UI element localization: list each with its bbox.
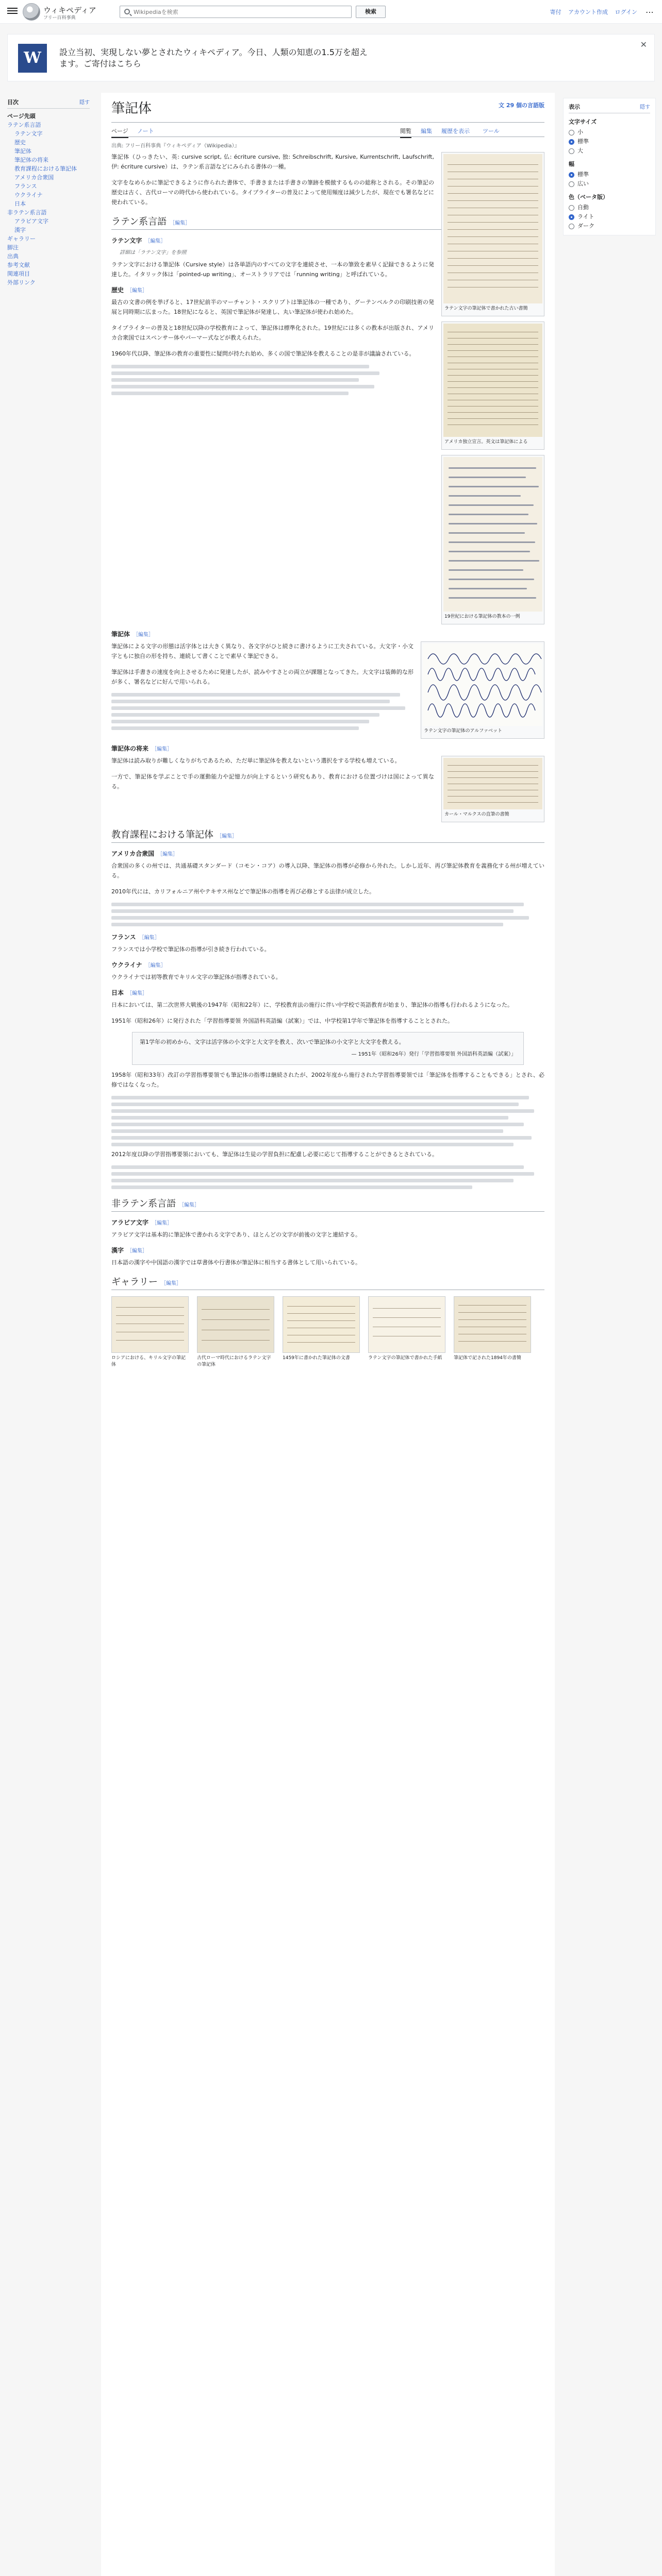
figure[interactable]: [441, 455, 544, 624]
width-option-label: 標準: [577, 171, 589, 178]
gallery-image: [111, 1296, 189, 1353]
color-option[interactable]: [569, 222, 650, 231]
paragraph: 2012年度以降の学習指導要領においても、筆記体は生徒の学習負担に配慮し必要に応じて指導することができるとされている。: [111, 1151, 438, 1158]
width-label: 幅: [569, 161, 574, 167]
text-size-options: [569, 128, 650, 156]
text-size-option[interactable]: [569, 146, 650, 156]
main-menu-icon[interactable]: [7, 6, 18, 15]
toc-item[interactable]: 歴史: [14, 139, 26, 146]
radio-button[interactable]: [569, 205, 574, 211]
alphabet-image: [423, 643, 542, 726]
wikipedia-logo[interactable]: [23, 3, 40, 21]
banner-logo: W: [18, 44, 47, 73]
cursive-alphabet-graphic: [423, 643, 542, 726]
header-bar: [0, 0, 662, 24]
width-option[interactable]: [569, 179, 650, 189]
tagline: フリー百科事典: [43, 15, 76, 21]
banner-text[interactable]: 設立当初、実現しない夢とされたウィキペディア。今日、人類の知恵の1.5万を超えます。ご寄付はこちら: [59, 47, 368, 69]
paragraph: フランスでは小学校で筆記体の指導が引き続き行われている。: [111, 946, 270, 953]
toc-item[interactable]: 漢字: [14, 227, 26, 233]
appearance-title: 表示: [569, 104, 580, 110]
page-tabs: [111, 123, 544, 137]
edit-link[interactable]: ［編集］: [133, 632, 154, 638]
radio-button[interactable]: [569, 139, 574, 145]
tab-edit[interactable]: 編集: [421, 128, 432, 134]
close-icon[interactable]: ✕: [640, 40, 647, 49]
more-options-icon[interactable]: ⋯: [646, 7, 654, 17]
edit-link[interactable]: ［編集］: [161, 1281, 181, 1286]
declaration-image: [443, 324, 542, 437]
toc-item[interactable]: 外部リンク: [7, 279, 36, 286]
toc-item[interactable]: ページ先頭: [7, 113, 36, 120]
gallery-caption: 1459年に書かれた筆記体の文書: [283, 1355, 350, 1361]
gallery-image: [454, 1296, 531, 1353]
toc-header: [7, 98, 90, 109]
search-icon: [124, 9, 130, 14]
wordmark[interactable]: ウィキペディア: [43, 6, 96, 15]
radio-button[interactable]: [569, 181, 574, 187]
tab-tools[interactable]: ツール: [483, 128, 500, 134]
paragraph: 一方で、筆記体を学ぶことで手の運動能力や記憶力が向上するという研究もあり、教育における位置づけは国によって異なる。: [111, 773, 434, 790]
text-size-option-label: 小: [577, 129, 583, 135]
width-option-label: 広い: [577, 180, 589, 187]
article: [101, 93, 555, 2576]
gallery-image: [368, 1296, 445, 1353]
gallery-item[interactable]: [111, 1296, 189, 1368]
paragraph: 合衆国の多くの州では、共通基礎スタンダード（コモン・コア）の導入以降、筆記体の指導が必修から外れた。しかし近年、再び筆記体教育を義務化する州が増えている。: [111, 862, 544, 879]
text-size-option[interactable]: [569, 128, 650, 137]
gallery-image: [283, 1296, 360, 1353]
copybook-image: [443, 457, 542, 612]
toc-item[interactable]: 脚注: [7, 244, 19, 251]
toc-item[interactable]: ラテン文字: [14, 130, 43, 137]
figure[interactable]: [441, 152, 544, 316]
tab-read[interactable]: 閲覧: [400, 127, 411, 138]
gallery: [111, 1296, 544, 1368]
paragraph: 日本語の漢字や中国語の漢字では草書体や行書体が筆記体に相当する書体として用いられている。: [111, 1259, 361, 1266]
radio-button[interactable]: [569, 224, 574, 229]
color-option-label: ダーク: [577, 223, 594, 229]
edit-link[interactable]: ［編集］: [127, 1248, 148, 1254]
section-heading: 非ラテン系言語 ［編集］: [111, 1196, 544, 1212]
toc-item[interactable]: 関連項目: [7, 270, 30, 277]
toc-title: 目次: [7, 99, 19, 106]
radio-button[interactable]: [569, 214, 574, 220]
gallery-caption: ラテン文字の筆記体で書かれた手紙: [368, 1355, 442, 1361]
appearance-panel: [563, 98, 656, 243]
language-button[interactable]: 文 29 個の言語版: [499, 102, 544, 109]
toc-item[interactable]: 参考文献: [7, 262, 30, 268]
edit-link[interactable]: ［編集］: [145, 239, 166, 244]
paragraph: 筆記体は読み取りが難しくなりがちであるため、ただ単に筆記体を教えないという選択をする学校も増えている。: [111, 757, 401, 764]
toc-item[interactable]: フランス: [14, 183, 37, 190]
subsection-heading: アメリカ合衆国 ［編集］: [111, 850, 178, 857]
edit-link[interactable]: ［編集］: [127, 991, 148, 996]
search-box[interactable]: [120, 6, 352, 18]
appearance-header: [569, 103, 650, 113]
paragraph: ラテン文字における筆記体（Cursive style）は各単語内のすべての文字を連続させ、一本の筆致を素早く記録できるように発達した。イタリック体は「pointed-up writing」、オーストラリアでは「running writing」と呼ばれている。: [111, 261, 434, 278]
appearance-box: [563, 98, 656, 235]
figure-caption: ラテン文字の筆記体で書かれた古い書簡: [444, 306, 528, 311]
login-link[interactable]: ログイン: [615, 9, 637, 15]
paragraph: 2010年代には、カリフォルニア州やテキサス州などで筆記体の指導を再び必修とする法律が成立した。: [111, 888, 375, 895]
figure[interactable]: [441, 321, 544, 450]
toc-item[interactable]: ラテン系言語: [7, 122, 41, 128]
edit-link[interactable]: ［編集］: [152, 1221, 173, 1226]
paragraph: 筆記体による文字の形態は活字体とは大きく異なり、各文字がひと続きに書けるように工夫されている。大文字・小文字ともに独自の形を持ち、連続して書くことで素早く筆記できる。: [111, 643, 413, 659]
toc-item[interactable]: 筆記体の将来: [14, 157, 48, 163]
intro-paragraph: 文字をなめらかに筆記できるように作られた書体で、手書きまたは手書きの筆跡を模倣するものの総称とされる。その筆記の歴史は古く、古代ローマの時代から使われている。タイプライターの普及によって使用頻度は減少したが、現在でも署名などに使われている。: [111, 179, 434, 206]
toc-item[interactable]: ギャラリー: [7, 235, 36, 242]
color-option[interactable]: [569, 212, 650, 222]
language-count: 29 個の言語版: [506, 102, 544, 109]
width-options: [569, 170, 650, 189]
toc-item[interactable]: ウクライナ: [14, 192, 43, 198]
tab-page[interactable]: ページ: [111, 127, 128, 138]
toc-hide-button[interactable]: 隠す: [79, 100, 90, 106]
text-size-option-label: 標準: [577, 138, 589, 145]
search-input[interactable]: [134, 8, 319, 16]
create-account-link[interactable]: アカウント作成: [568, 9, 608, 15]
paragraph: ウクライナでは初等教育でキリル文字の筆記体が指導されている。: [111, 974, 282, 980]
edit-link[interactable]: ［編集］: [152, 747, 173, 752]
quote-text: 第1学年の初めから、文字は活字体の小文字と大文字を教え、次いで筆記体の小文字と大文字を教える。: [140, 1039, 405, 1045]
edit-link[interactable]: ［編集］: [217, 834, 237, 839]
user-links: [545, 8, 637, 16]
hatnote: 詳細は「ラテン文字」を参照: [120, 250, 187, 256]
gallery-caption: 筆記体で記された1894年の書簡: [454, 1355, 521, 1361]
toc-item[interactable]: 出典: [7, 253, 19, 260]
intro-paragraph: 筆記体（ひっきたい、英: cursive script, 仏: écriture cursive, 独: Schreibschrift, Kursive, Kurrentschrift, Laufschrift, 伊: écriture cursive）は、ラテン系言語などにみられる書体の一種。: [111, 154, 434, 170]
subsection-heading: ウクライナ ［編集］: [111, 961, 166, 969]
edit-link[interactable]: ［編集］: [179, 1202, 200, 1208]
section-heading: ラテン系言語 ［編集］: [111, 214, 544, 230]
toc-item[interactable]: アラビア文字: [14, 218, 48, 225]
paragraph: 1960年代以降、筆記体の教育の重要性に疑問が持たれ始め、多くの国で筆記体を教えることの是非が議論されている。: [111, 350, 415, 357]
paragraph: 日本においては、第二次世界大戦後の1947年（昭和22年）に、学校教育法の施行に伴い中学校で英語教育が始まり、筆記体の指導も行われるようになった。: [111, 1002, 513, 1008]
figure-caption: 19世紀における筆記体の教本の一例: [444, 614, 520, 619]
quote-source: — 1951年（昭和26年）発行「学習指導要領 外国語科英語編（試案）」: [351, 1052, 516, 1057]
toc-list: [7, 112, 90, 287]
paragraph: タイプライターの普及と18世紀以降の学校教育によって、筆記体は標準化された。19世紀には多くの教本が出版され、アメリカ合衆国ではスペンサー体やパーマー式などが教えられた。: [111, 325, 434, 341]
section-heading: 教育課程における筆記体 ［編集］: [111, 827, 544, 843]
radio-button[interactable]: [569, 148, 574, 154]
toc-item[interactable]: 非ラテン系言語: [7, 209, 47, 216]
paragraph: 筆記体は手書きの速度を向上させるために発達したが、読みやすさとの両立が課題となってきた。大文字は装飾的な形が多く、署名などに好んで用いられる。: [111, 669, 413, 685]
blockquote: [132, 1032, 524, 1065]
text-size-option[interactable]: [569, 137, 650, 146]
paragraph: 最古の文書の例を挙げると、17世紀前半のマーチャント・スクリプトは筆記体の一種であり、グーテンベルクの印刷技術の発展と同時期に広まった。18世紀になると、英国で筆記体が発達し、丸い筆記体が使われ始めた。: [111, 299, 434, 315]
gallery-item[interactable]: [454, 1296, 531, 1368]
gallery-image: [197, 1296, 274, 1353]
figure-caption: ラテン文字の筆記体のアルファベット: [424, 728, 503, 734]
toc-item[interactable]: 筆記体: [14, 148, 31, 155]
paragraph: 1958年（昭和33年）改訂の学習指導要領でも筆記体の指導は継続されたが、2002年度から施行された学習指導要領では「筆記体を指導することもできる」とされ、必修ではなくなった。: [111, 1072, 544, 1088]
tab-talk[interactable]: ノート: [137, 128, 154, 134]
table-of-contents: [7, 98, 90, 287]
subsection-heading: 漢字 ［編集］: [111, 1247, 148, 1254]
donate-link[interactable]: 寄付: [550, 9, 561, 15]
edit-link[interactable]: ［編集］: [145, 963, 166, 969]
text-size-label: 文字サイズ: [569, 118, 597, 125]
paragraph: アラビア文字は基本的に筆記体で書かれる文字であり、ほとんどの文字が前後の文字と連結する。: [111, 1231, 361, 1238]
donation-banner: [7, 34, 655, 81]
radio-button[interactable]: [569, 130, 574, 135]
subsection-heading: 歴史 ［編集］: [111, 286, 148, 294]
figure[interactable]: [421, 641, 544, 739]
paragraph: 1951年（昭和26年）に発行された「学習指導要領 外国語科英語編（試案）」では、中学校第1学年で筆記体を指導することとされた。: [111, 1018, 453, 1024]
gallery-item[interactable]: [197, 1296, 274, 1368]
tab-history[interactable]: 履歴を表示: [441, 128, 470, 134]
gallery-item[interactable]: [368, 1296, 445, 1368]
color-option-label: 自動: [577, 204, 589, 211]
page-title: 筆記体: [111, 101, 152, 116]
gallery-caption: 古代ローマ時代におけるラテン文字の筆記体: [197, 1355, 271, 1367]
color-option[interactable]: [569, 203, 650, 212]
toc-item[interactable]: アメリカ合衆国: [14, 174, 54, 181]
toc-item[interactable]: 日本: [14, 200, 26, 207]
figure[interactable]: [441, 756, 544, 822]
color-option-label: ライト: [577, 213, 594, 220]
search-button[interactable]: 検索: [356, 6, 386, 18]
subsection-heading: アラビア文字 ［編集］: [111, 1219, 173, 1226]
edit-link[interactable]: ［編集］: [157, 852, 178, 857]
subsection-heading: 筆記体 ［編集］: [111, 631, 154, 638]
gallery-caption: ロシアにおける、キリル文字の筆記体: [111, 1355, 186, 1367]
color-label: 色（ベータ版）: [569, 194, 608, 200]
color-options: [569, 203, 650, 231]
toc-item[interactable]: 教育課程における筆記体: [14, 165, 77, 172]
subsection-heading: 日本 ［編集］: [111, 989, 148, 996]
figure-caption: カール・マルクスの直筆の書簡: [444, 812, 509, 817]
letter-image: [443, 154, 542, 303]
edit-link[interactable]: ［編集］: [170, 221, 191, 226]
subsection-heading: フランス ［編集］: [111, 934, 160, 941]
source-note: 出典: フリー百科事典『ウィキペディア（Wikipedia）』: [111, 143, 240, 149]
width-option[interactable]: [569, 170, 650, 179]
edit-link[interactable]: ［編集］: [139, 935, 160, 941]
gallery-heading: ギャラリー ［編集］: [111, 1275, 544, 1290]
edit-link[interactable]: ［編集］: [127, 288, 148, 294]
appearance-hide-button[interactable]: 隠す: [640, 105, 650, 110]
marx-letter-image: [443, 758, 542, 809]
subsection-heading: 筆記体の将来 ［編集］: [111, 745, 173, 752]
subsection-heading: ラテン文字 ［編集］: [111, 237, 166, 244]
text-size-option-label: 大: [577, 147, 583, 154]
gallery-item[interactable]: [283, 1296, 360, 1368]
radio-button[interactable]: [569, 172, 574, 178]
figure-caption: アメリカ独立宣言。英文は筆記体による: [444, 439, 528, 445]
